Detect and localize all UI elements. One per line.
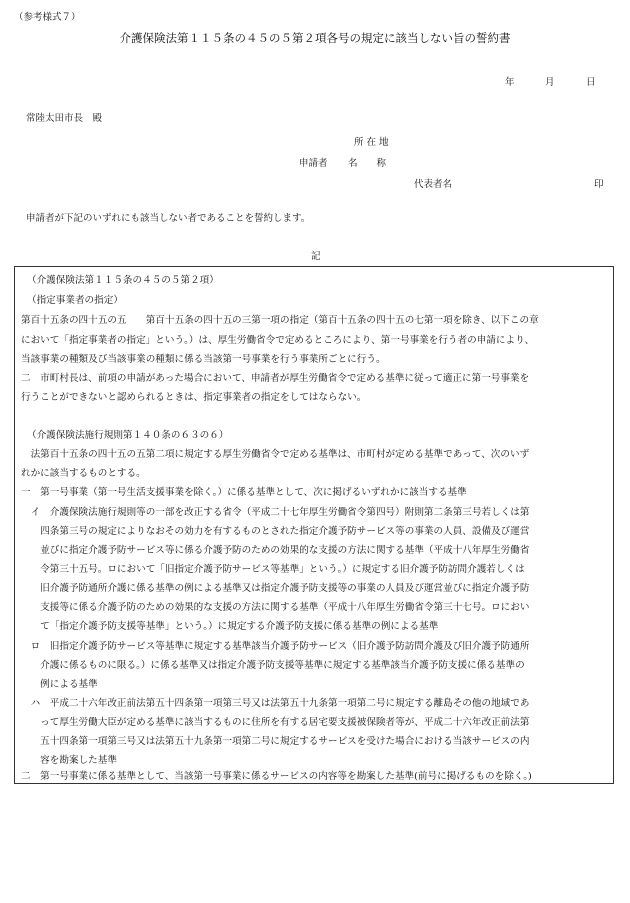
provision-line: 行うことができないと認められるときは、指定事業者の指定をしてはならない。 <box>21 392 367 403</box>
provision-line: ハ 平成二十六年改正前法第五十四条第一項第三号又は法第五十九条第一項第二号に規定する離島その他の地域であ <box>21 698 530 709</box>
provision-line: 例による基準 <box>21 679 98 690</box>
date-month-label: 月 <box>545 77 555 88</box>
provision-line: （指定事業者の指定） <box>27 295 123 306</box>
provision-line: において「指定事業者の指定」という。）は、厚生労働省令で定めるところにより、第一号事業を行う者の申請により、 <box>21 335 535 346</box>
document-title: 介護保険法第１１５条の４５の５第２項各号の規定に該当しない旨の誓約書 <box>119 31 511 45</box>
provision-line: 第百十五条の四十五の五 第百十五条の四十五の三第一項の指定（第百十五条の四十五の七第一項を除き、以下この章 <box>21 315 539 326</box>
addressee: 常陸太田市長 殿 <box>26 113 103 124</box>
provision-line: 令第三十五号。ロにおいて「旧指定介護予防サービス等基準」という。）に規定する旧介護予防訪問介護若しくは <box>21 564 525 575</box>
form-reference-label: （参考様式７） <box>14 12 81 23</box>
ki-heading: 記 <box>311 251 321 262</box>
name-label: 名 称 <box>348 158 387 169</box>
provision-line: れかに該当するものとする。 <box>21 468 146 479</box>
provision-line: （介護保険法第１１５条の４５の５第２項） <box>27 275 219 286</box>
provision-line: 旧介護予防通所介護に係る基準の例による基準又は指定介護予防支援等の事業の人員及び運営並びに指定介護予防 <box>21 583 530 594</box>
provision-line: 一 第一号事業（第一号生活支援事業を除く。）に係る基準として、次に掲げるいずれかに該当する基準 <box>21 487 467 498</box>
provision-line: 容を勘案した基準 <box>21 755 117 766</box>
date-day-label: 日 <box>586 77 596 88</box>
applicant-label: 申請者 <box>299 158 328 169</box>
provision-line: 二 市町村長は、前項の申請があった場合において、申請者が厚生労働省令で定める基準に従って適正に第一号事業を <box>21 373 530 384</box>
pledge-statement: 申請者が下記のいずれにも該当しない者であることを誓約します。 <box>26 213 311 224</box>
provision-line: 二 第一号事業に係る基準として、当該第一号事業に係るサービスの内容等を勘案した基準(前号に掲げるものを除く。) <box>21 771 532 782</box>
provision-line: って厚生労働大臣が定める基準に該当するものに住所を有する居宅要支援被保険者等が、平成二十六年改正前法第 <box>21 717 530 728</box>
provision-line: ロ 旧指定介護予防サービス等基準に規定する基準該当介護予防サービス（旧介護予防訪問介護及び旧介護予防通所 <box>21 641 530 652</box>
provision-line: 支援等に係る介護予防のための効果的な支援の方法に関する基準（平成十八年厚生労働省令第三十七号。ロにおい <box>21 602 530 613</box>
provision-line: イ 介護保険法施行規則等の一部を改正する省令（平成二十七年厚生労働省令第四号）附則第二条第三号若しくは第 <box>21 507 530 518</box>
provisions-box <box>14 266 614 784</box>
seal-mark: 印 <box>594 179 604 190</box>
date-year-label: 年 <box>505 77 515 88</box>
provision-line: 四条第三号の規定によりなおその効力を有するものとされた指定介護予防サービス等の事業の人員、設備及び運営 <box>21 526 530 537</box>
provision-line: 五十四条第一項第三号又は法第五十九条第一項第二号に規定するサービスを受けた場合における当該サービスの内 <box>21 736 530 747</box>
representative-label: 代表者名 <box>414 179 453 190</box>
provision-line: 法第百十五条の四十五の五第二項に規定する厚生労働省令で定める基準は、市町村が定める基準であって、次のいず <box>21 449 530 460</box>
provision-line: 並びに指定介護予防サービス等に係る介護予防のための効果的な支援の方法に関する基準（平成十八年厚生労働省 <box>21 545 530 556</box>
provision-line: 当該事業の種類及び当該事業の種類に係る当該第一号事業を行う事業所ごとに行う。 <box>21 354 386 365</box>
provision-line: て「指定介護予防支援等基準」という。）に規定する介護予防支援に係る基準の例による基準 <box>21 621 439 632</box>
provision-line: （介護保険法施行規則第１４０条の６３の６） <box>27 430 229 441</box>
provision-line: 介護に係るものに限る。）に係る基準又は指定介護予防支援等基準に規定する基準該当介護予防支援に係る基準の <box>21 660 525 671</box>
address-label: 所 在 地 <box>354 137 389 148</box>
